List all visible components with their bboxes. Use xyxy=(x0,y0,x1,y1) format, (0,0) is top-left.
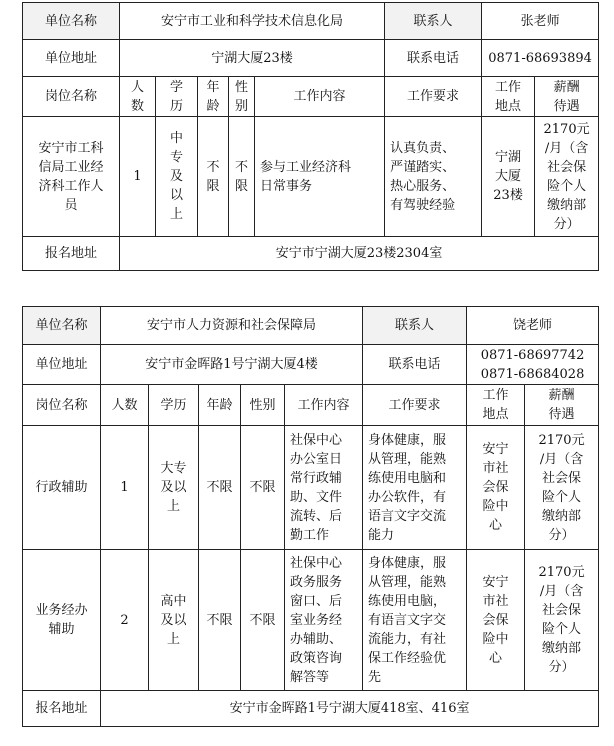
header-duties: 工作内容 xyxy=(255,77,385,117)
unit-address-label: 单位地址 xyxy=(23,345,101,385)
header-gender: 性 别 xyxy=(229,77,255,117)
header-education: 学 历 xyxy=(156,77,198,117)
gender: 不 限 xyxy=(229,117,255,237)
phone-label: 联系电话 xyxy=(363,345,467,385)
unit-address-label: 单位地址 xyxy=(23,40,120,77)
phone-label: 联系电话 xyxy=(385,40,482,77)
education: 大专 及以 上 xyxy=(149,426,199,550)
header-education: 学历 xyxy=(149,385,199,426)
location: 安宁 市社 会保 险中 心 xyxy=(467,550,525,691)
unit-name-value: 安宁市人力资源和社会保障局 xyxy=(101,307,363,345)
signup-address-value: 安宁市宁湖大厦23楼2304室 xyxy=(120,237,599,271)
table-row xyxy=(23,426,599,550)
requirements: 认真负责、 严谨踏实、 热心服务、 有驾驶经验 xyxy=(385,117,482,237)
gender: 不限 xyxy=(241,426,285,550)
unit-name-label: 单位名称 xyxy=(23,3,120,40)
header-location: 工作 地点 xyxy=(467,385,525,426)
salary: 2170元 /月（含 社会保 险个人 缴纳部 分） xyxy=(535,117,599,237)
header-headcount: 人 数 xyxy=(120,77,156,117)
header-duties: 工作内容 xyxy=(285,385,363,426)
header-location: 工作 地点 xyxy=(482,77,535,117)
contact-label: 联系人 xyxy=(363,307,467,345)
header-position: 岗位名称 xyxy=(23,385,101,426)
header-gender: 性别 xyxy=(241,385,285,426)
duties: 参与工业经济科 日常事务 xyxy=(255,117,385,237)
location: 安宁 市社 会保 险中 心 xyxy=(467,426,525,550)
location: 宁湖 大厦 23楼 xyxy=(482,117,535,237)
requirements: 身体健康，服 从管理，能熟 练使用电脑， 有语言文字交 流能力，有社 保工作经验优 先 xyxy=(363,550,467,691)
salary: 2170元 /月（含 社会保 险个人 缴纳部 分） xyxy=(525,426,599,550)
contact-value: 饶老师 xyxy=(467,307,599,345)
unit-name-value: 安宁市工业和科学技术信息化局 xyxy=(120,3,385,40)
header-age: 年龄 xyxy=(199,385,241,426)
duties: 社保中心 政务服务 窗口、后 室业务经 办辅助、 政策咨询 解答等 xyxy=(285,550,363,691)
duties: 社保中心 办公室日 常行政辅 助、文件 流转、后 勤工作 xyxy=(285,426,363,550)
position-name: 安宁市工科 信局工业经 济科工作人 员 xyxy=(23,117,120,237)
unit-address-value: 安宁市金晖路1号宁湖大厦4楼 xyxy=(101,345,363,385)
signup-address-label: 报名地址 xyxy=(23,691,101,727)
headcount: 1 xyxy=(101,426,149,550)
header-requirements: 工作要求 xyxy=(385,77,482,117)
job-table-industry-bureau xyxy=(22,2,599,271)
phone-value: 0871-68693894 xyxy=(482,40,599,77)
header-salary: 薪酬 待遇 xyxy=(535,77,599,117)
requirements: 身体健康，服 从管理，能熟 练使用电脑和 办公软件，有 语言文字交流 能力 xyxy=(363,426,467,550)
education: 高中 及以 上 xyxy=(149,550,199,691)
signup-address-label: 报名地址 xyxy=(23,237,120,271)
position-name: 行政辅助 xyxy=(23,426,101,550)
salary: 2170元 /月（含 社会保 险个人 缴纳部 分） xyxy=(525,550,599,691)
headcount: 1 xyxy=(120,117,156,237)
header-headcount: 人数 xyxy=(101,385,149,426)
contact-value: 张老师 xyxy=(482,3,599,40)
unit-address-value: 宁湖大厦23楼 xyxy=(120,40,385,77)
headcount: 2 xyxy=(101,550,149,691)
table-row xyxy=(23,117,599,237)
contact-label: 联系人 xyxy=(385,3,482,40)
header-salary: 薪酬 待遇 xyxy=(525,385,599,426)
header-requirements: 工作要求 xyxy=(363,385,467,426)
phone-value: 0871-68697742 0871-68684028 xyxy=(467,345,599,385)
gender: 不限 xyxy=(241,550,285,691)
job-table-hr-bureau xyxy=(22,306,599,727)
age: 不限 xyxy=(199,426,241,550)
table-row xyxy=(23,550,599,691)
unit-name-label: 单位名称 xyxy=(23,307,101,345)
signup-address-value: 安宁市金晖路1号宁湖大厦418室、416室 xyxy=(101,691,599,727)
age: 不限 xyxy=(199,550,241,691)
header-age: 年 龄 xyxy=(198,77,229,117)
header-position: 岗位名称 xyxy=(23,77,120,117)
position-name: 业务经办 辅助 xyxy=(23,550,101,691)
education: 中 专 及 以 上 xyxy=(156,117,198,237)
age: 不 限 xyxy=(198,117,229,237)
